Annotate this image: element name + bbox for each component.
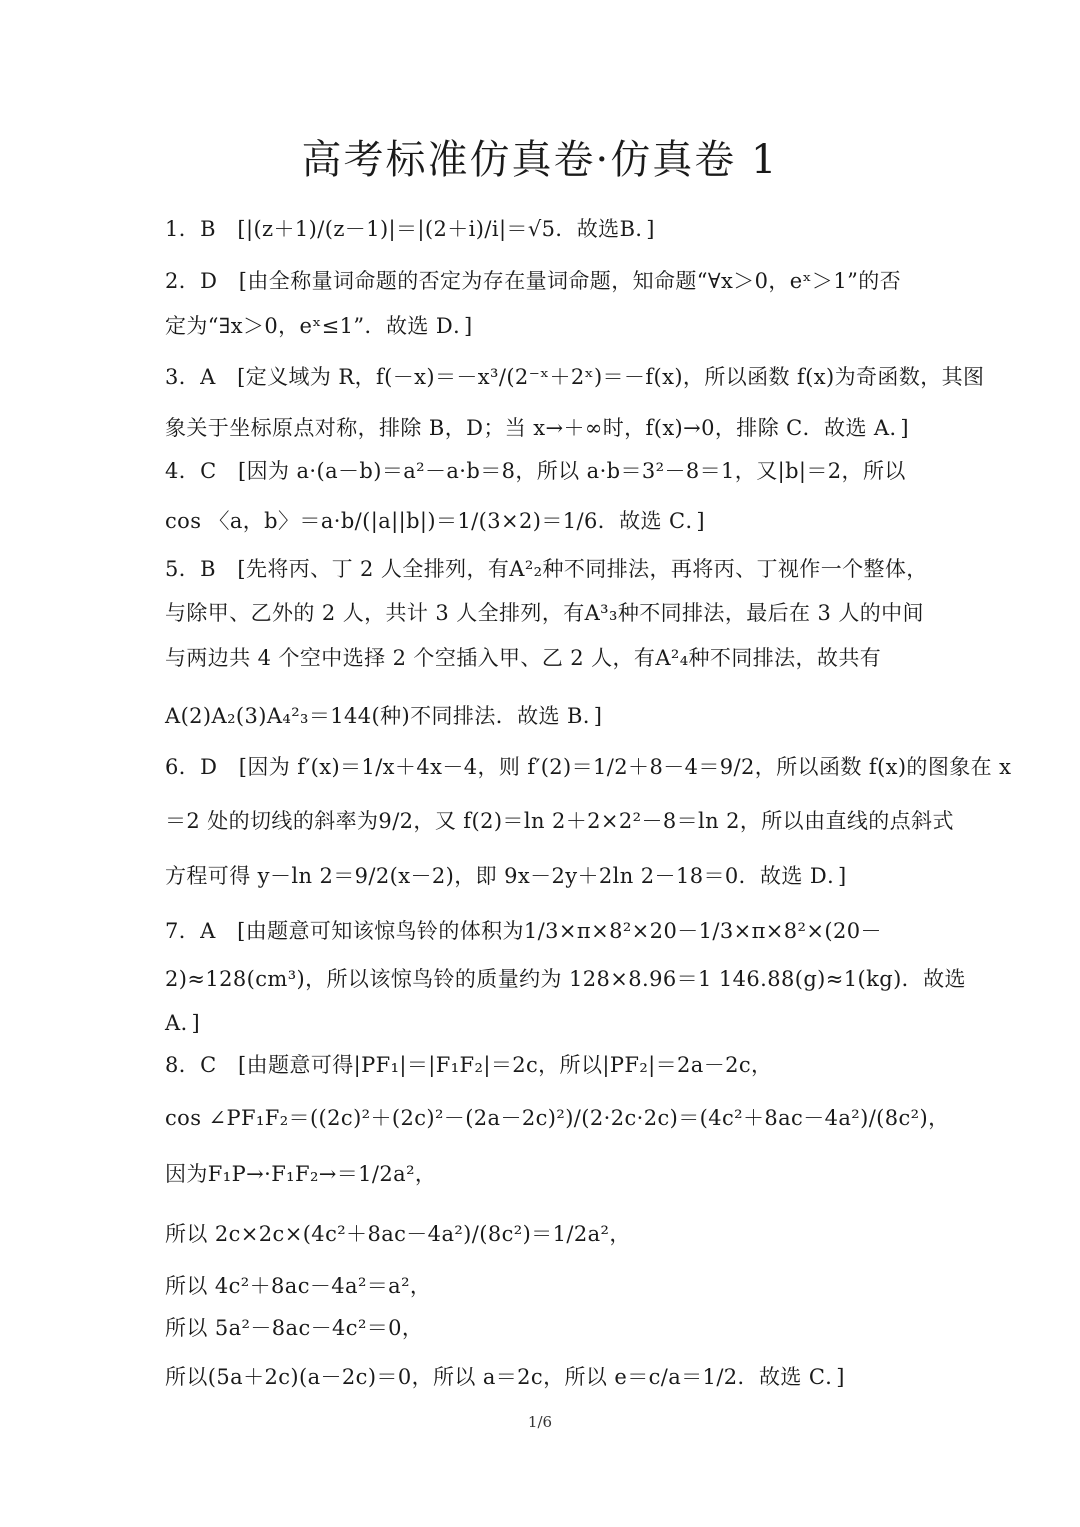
answer-line: 与两边共 4 个空中选择 2 个空插入甲、乙 2 人，有A²₄种不同排法，故共有 [165,646,882,670]
answer-line: 象关于坐标原点对称，排除 B，D；当 x→＋∞时，f(x)→0，排除 C．故选 A．] [165,416,909,440]
answer-line: 5．B [先将丙、丁 2 人全排列，有A²₂种不同排法，再将丙、丁视作一个整体， [165,557,928,581]
page-number: 1/6 [527,1413,553,1431]
answer-line: 1．B [|(z＋1)/(z－1)|＝|(2＋i)/i|＝√5．故选B．] [165,217,655,241]
answer-line: 3．A [定义域为 R，f(－x)＝－x³/(2⁻ˣ＋2ˣ)＝－f(x)，所以函数 f(x)为奇函数，其图 [165,365,985,389]
answer-line: 所以 2c×2c×(4c²＋8ac－4a²)/(8c²)＝1/2a²， [165,1222,631,1246]
answer-line: 7．A [由题意可知该惊鸟铃的体积为1/3×π×8²×20－1/3×π×8²×(20－ [165,919,882,943]
answer-line: 4．C [因为 a·(a－b)＝a²－a·b＝8，所以 a·b＝3²－8＝1，又|b|＝2，所以 [165,459,906,483]
answer-line: 所以 5a²－8ac－4c²＝0， [165,1316,424,1340]
answer-line: cos 〈a，b〉＝a·b/(|a||b|)＝1/(3×2)＝1/6．故选 C．] [165,509,705,533]
answer-line: 8．C [由题意可得|PF₁|＝|F₁F₂|＝2c，所以|PF₂|＝2a－2c， [165,1053,773,1077]
answer-line: 所以 4c²＋8ac－4a²＝a²， [165,1274,432,1298]
answer-line: 方程可得 y－ln 2＝9/2(x－2)，即 9x－2y＋2ln 2－18＝0．故选 D．] [165,864,847,888]
answer-line: 2．D [由全称量词命题的否定为存在量词命题，知命题“∀x＞0，eˣ＞1”的否 [165,269,902,293]
page-title: 高考标准仿真卷·仿真卷 1 [301,137,779,183]
answer-line: cos ∠PF₁F₂＝((2c)²＋(2c)²－(2a－2c)²)/(2·2c·2c)＝(4c²＋8ac－4a²)/(8c²)， [165,1106,950,1130]
answer-line: 2)≈128(cm³)，所以该惊鸟铃的质量约为 128×8.96＝1 146.88(g)≈1(kg)．故选 [165,967,966,991]
answer-line: 与除甲、乙外的 2 人，共计 3 人全排列，有A³₃种不同排法，最后在 3 人的中间 [165,601,924,625]
answer-line: 6．D [因为 f′(x)＝1/x＋4x－4，则 f′(2)＝1/2＋8－4＝9/2，所以函数 f(x)的图象在 x [165,755,1012,779]
answer-line: ＝2 处的切线的斜率为9/2，又 f(2)＝ln 2＋2×2²－8＝ln 2，所以由直线的点斜式 [165,809,954,833]
answer-line: A(2)A₂(3)A₄²₃＝144(种)不同排法．故选 B．] [165,704,603,728]
answer-line: 所以(5a＋2c)(a－2c)＝0，所以 a＝2c，所以 e＝c/a＝1/2．故选 C．] [165,1365,845,1389]
answer-line: 定为“∃x＞0，eˣ≤1”．故选 D．] [165,314,473,338]
answer-line: 因为F₁P→·F₁F₂→＝1/2a²， [165,1162,437,1186]
answer-line: A．] [165,1011,201,1035]
